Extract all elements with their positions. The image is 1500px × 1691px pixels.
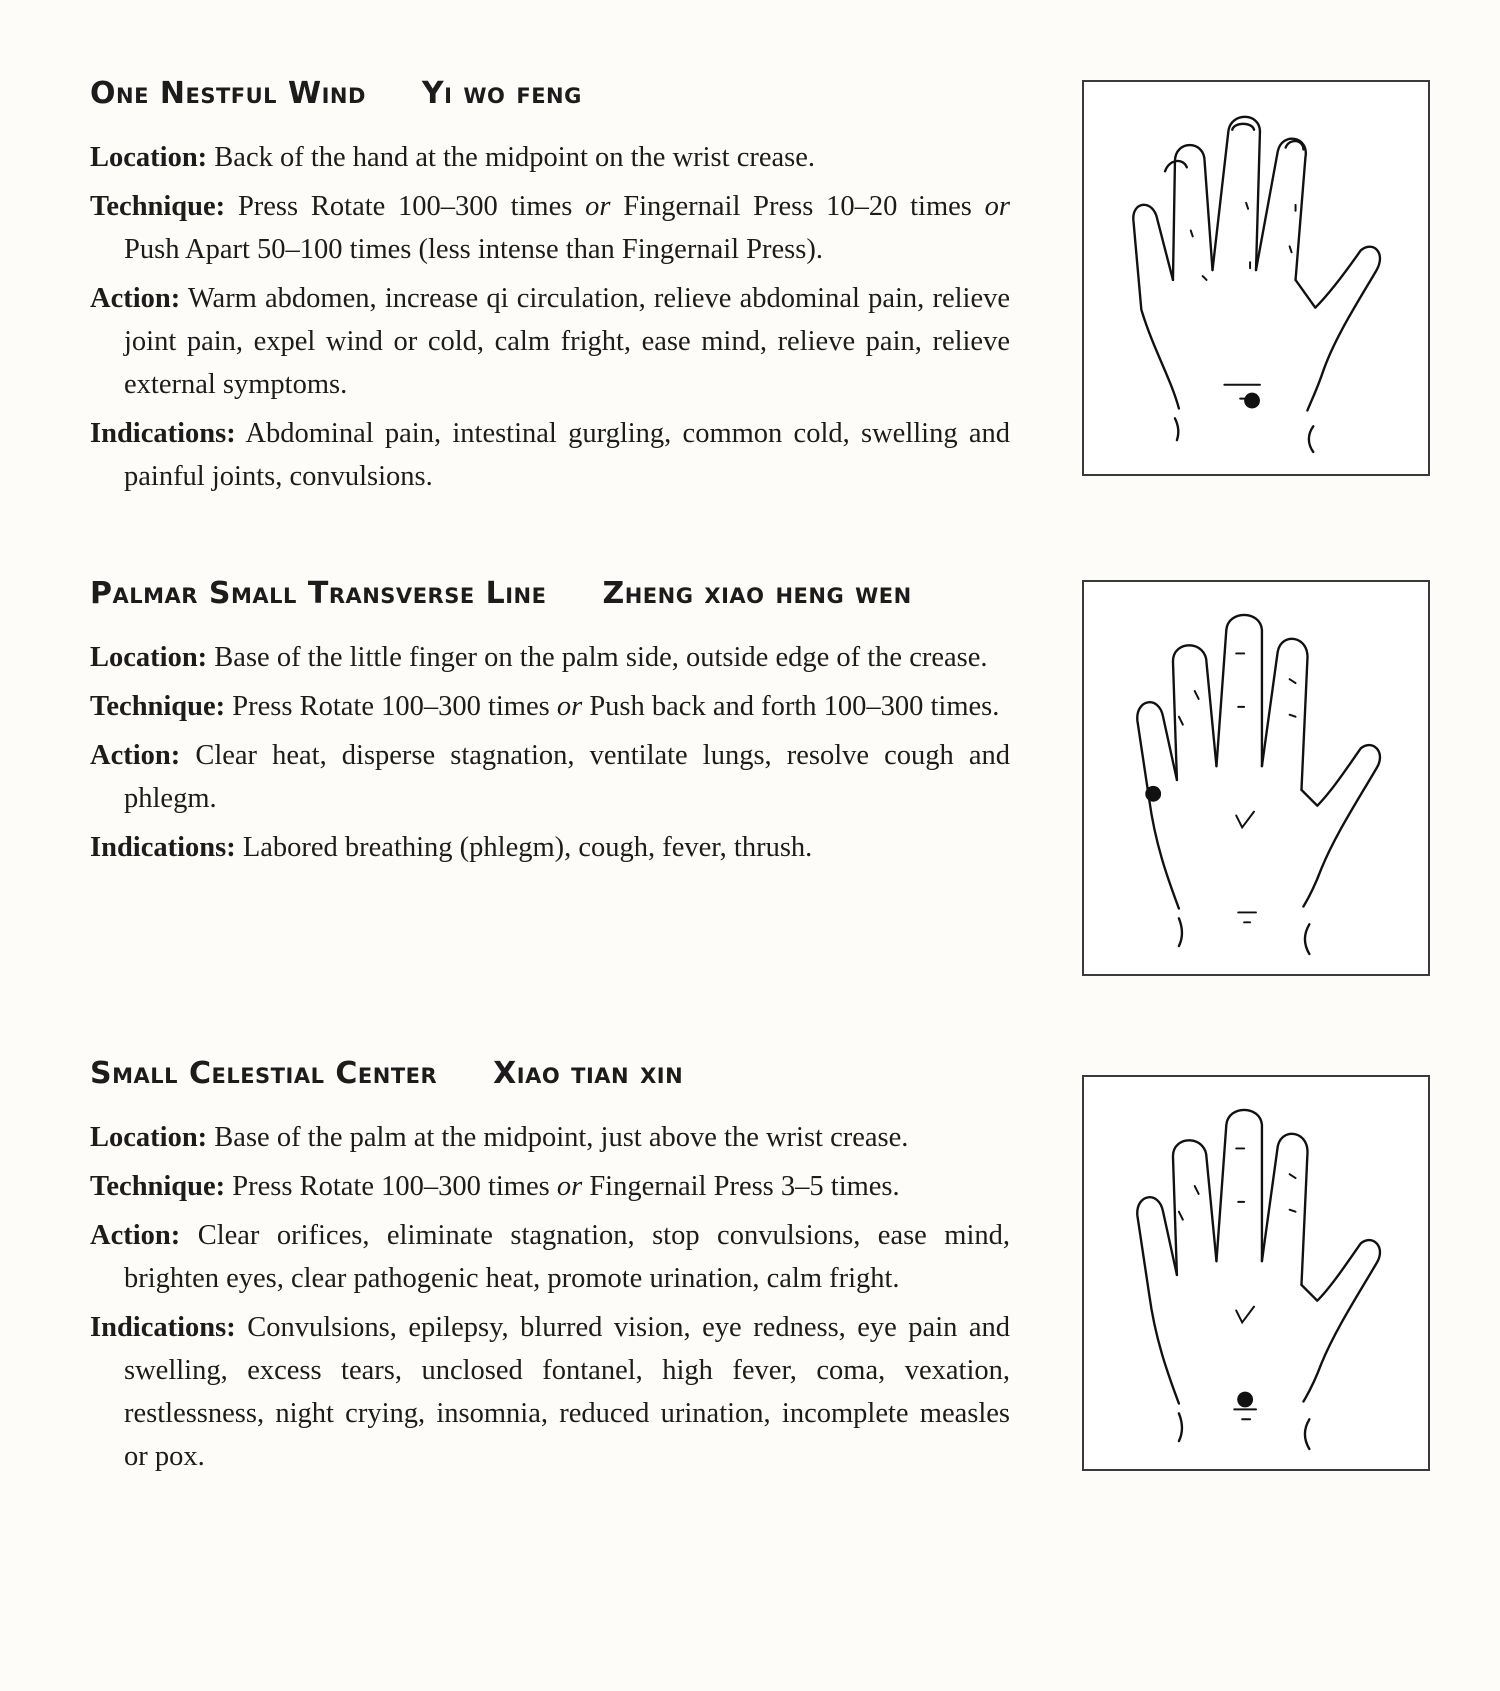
technique-or: or — [556, 691, 583, 722]
acupoint-dot — [1244, 393, 1260, 409]
technique-label: Technique: — [90, 1171, 226, 1202]
entry-small-celestial-center — [90, 1052, 1010, 1484]
palm-wrist-point-icon — [1084, 1077, 1428, 1469]
entry-one-nestful-wind — [90, 72, 1010, 504]
location-paragraph — [90, 136, 1010, 179]
location-text: Base of the little finger on the palm side, outside edge of the crease. — [214, 642, 988, 673]
technique-paragraph — [90, 185, 1010, 271]
location-text: Back of the hand at the midpoint on the wrist crease. — [214, 142, 815, 173]
english-name: Small Celestial Center — [90, 1056, 438, 1091]
technique-paragraph — [90, 1165, 1010, 1208]
technique-label: Technique: — [90, 191, 226, 222]
technique-text: Press Rotate 100–300 times — [237, 191, 586, 222]
technique-text: Push Apart 50–100 times (less intense than Fingernail Press). — [124, 234, 823, 265]
technique-text: Fingernail Press 3–5 times. — [582, 1171, 900, 1202]
location-label: Location: — [90, 1122, 208, 1153]
action-text: Clear orifices, eliminate stagnation, stop convulsions, ease mind, brighten eyes, clear pathogenic heat, promote urination, calm fright. — [124, 1220, 1010, 1294]
indications-paragraph — [90, 826, 1010, 869]
indications-text: Convulsions, epilepsy, blurred vision, eye redness, eye pain and swelling, excess tears, unclosed fontanel, high fever, coma, vexation, restlessness, night crying, insomnia, reduced urination, incomplete measles or pox. — [124, 1312, 1011, 1472]
palm-little-finger-point-icon — [1084, 582, 1428, 974]
hand-back-wrist-point-icon — [1084, 82, 1428, 474]
figure-palm-little-finger — [1082, 580, 1430, 976]
technique-text: Press Rotate 100–300 times — [232, 691, 557, 722]
indications-paragraph — [90, 1306, 1010, 1478]
technique-or: or — [556, 1171, 583, 1202]
location-text: Base of the palm at the midpoint, just above the wrist crease. — [214, 1122, 909, 1153]
figure-palm-wrist — [1082, 1075, 1430, 1471]
location-paragraph — [90, 636, 1010, 679]
acupoint-dot — [1237, 1392, 1253, 1408]
figure-hand-back — [1082, 80, 1430, 476]
indications-label: Indications: — [90, 418, 236, 449]
indications-paragraph — [90, 412, 1010, 498]
entry-heading — [90, 1052, 1010, 1096]
pinyin-name: Xiao tian xin — [493, 1056, 684, 1091]
location-label: Location: — [90, 642, 208, 673]
acupoint-dot — [1145, 786, 1161, 802]
pinyin-name: Yi wo feng — [421, 76, 582, 111]
technique-label: Technique: — [90, 691, 226, 722]
location-label: Location: — [90, 142, 208, 173]
technique-paragraph — [90, 685, 1010, 728]
action-paragraph — [90, 277, 1010, 406]
indications-text: Labored breathing (phlegm), cough, fever, thrush. — [242, 832, 813, 863]
technique-or: or — [585, 191, 611, 222]
indications-text: Abdominal pain, intestinal gurgling, common cold, swelling and painful joints, convulsions. — [124, 418, 1010, 492]
pinyin-name: Zheng xiao heng wen — [602, 576, 912, 611]
action-paragraph — [90, 734, 1010, 820]
action-text: Clear heat, disperse stagnation, ventilate lungs, resolve cough and phlegm. — [124, 740, 1010, 814]
entry-heading — [90, 572, 1010, 616]
indications-label: Indications: — [90, 1312, 236, 1343]
action-text: Warm abdomen, increase qi circulation, relieve abdominal pain, relieve joint pain, expel wind or cold, calm fright, ease mind, relieve pain, relieve external symptoms. — [124, 283, 1010, 400]
action-paragraph — [90, 1214, 1010, 1300]
english-name: One Nestful Wind — [90, 76, 366, 111]
location-paragraph — [90, 1116, 1010, 1159]
action-label: Action: — [90, 740, 181, 771]
indications-label: Indications: — [90, 832, 236, 863]
action-label: Action: — [90, 283, 181, 314]
technique-or: or — [984, 191, 1010, 222]
technique-text: Press Rotate 100–300 times — [232, 1171, 557, 1202]
technique-text: Fingernail Press 10–20 times — [610, 191, 985, 222]
technique-text: Push back and forth 100–300 times. — [582, 691, 1000, 722]
entry-heading — [90, 72, 1010, 116]
entry-palmar-small-transverse-line — [90, 572, 1010, 875]
english-name: Palmar Small Transverse Line — [90, 576, 547, 611]
action-label: Action: — [90, 1220, 181, 1251]
